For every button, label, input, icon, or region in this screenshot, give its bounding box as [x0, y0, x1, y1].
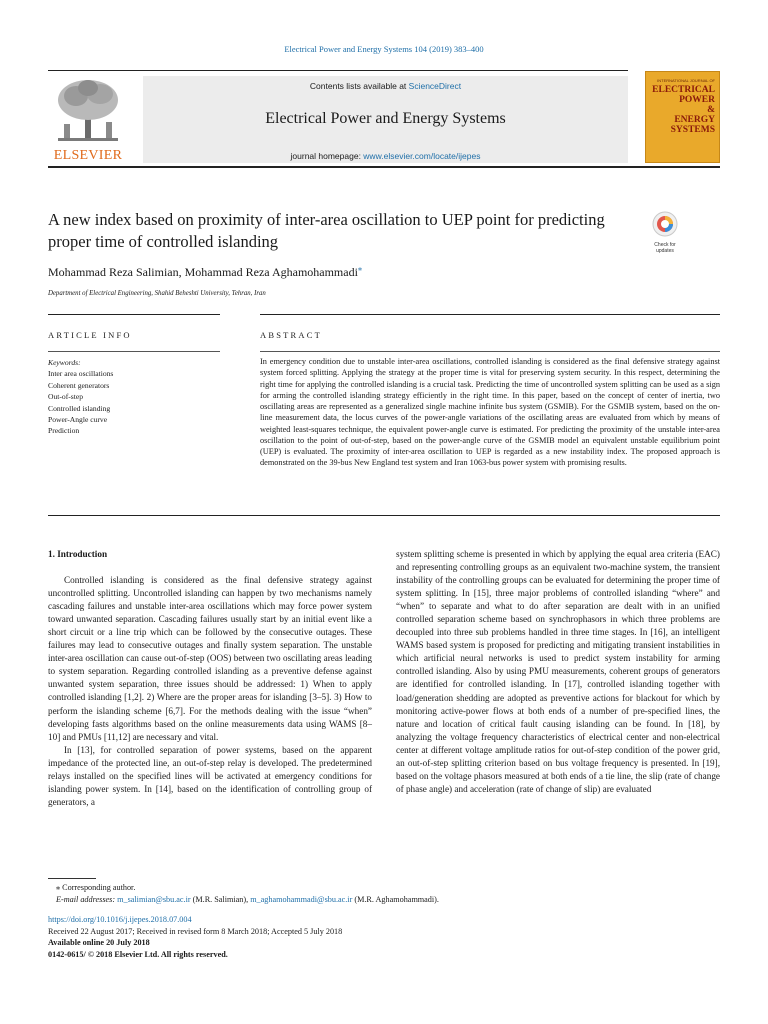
check-for-updates-icon — [652, 211, 678, 237]
email-owner: (M.R. Salimian), — [190, 894, 251, 904]
contents-line — [143, 81, 628, 91]
homepage-prefix: journal homepage: — [290, 151, 364, 161]
email-link-salimian[interactable]: m_salimian@sbu.ac.ir — [117, 894, 191, 904]
header-divider — [48, 70, 628, 71]
copyright-text: © 2018 Elsevier Ltd. All rights reserved. — [87, 949, 228, 959]
body-paragraph: system splitting scheme is presented in which by applying the equal area criteria (EAC) and representing controlling groups as an equivalent two-machine system, the transient instability of the controlling groups can be evaluated for determining the proper time of system splitting. In [15], three major problems of controlled islanding “where” and “when” to separate and what to do after separation are dealt with in an unified controlled separation scheme based on synchrophasors in which three problems are decoupled into three sub problems handled in three time stages. In [16], an intelligent WAMS based system is proposed for predicting and mitigating transient instabilities in which artificial neural networks is used to predict system instability for arming controlled islanding. Also by using PMU measurements, coherent groups of generators are identified for controlled islanding. In [17], controlled islanding together with load/generation shedding are adopted as preventive actions for blackout for which by monitoring active-power flows at both ends of a number of pre-specified lines, the nature and location of critical fault causing islanding can be found. In [18], by analyzing the voltage frequency characteristics of electrical center and non-electrical center at different voltage amplitude ratios for out-of-step condition of the power grid, an out-of-step splitting criterion based on bus voltage frequency is presented. In [19], based on the voltage phasors measured at both ends of a tie line, the slip (rate of change of phase angle) and acceleration (rate of change of slip) are evaluated — [396, 549, 720, 794]
journal-reference[interactable]: Electrical Power and Energy Systems 104 (2019) 383–400 — [284, 44, 484, 54]
cover-title-line: ELECTRICAL — [652, 85, 715, 95]
body-column-left — [48, 548, 372, 809]
homepage-line — [143, 151, 628, 161]
author-affiliation: Department of Electrical Engineering, Shahid Beheshti University, Tehran, Iran — [48, 290, 266, 297]
body-divider — [48, 515, 720, 516]
cover-title — [650, 85, 715, 135]
header-bottom-divider — [48, 166, 720, 168]
journal-masthead — [143, 76, 628, 163]
body-paragraph: Controlled islanding is considered as the final defensive strategy against uncontrolled splitting. Uncontrolled islanding can happen by two mechanisms namely cascading failures and unstable inter-area oscillations which may force power system toward unwanted separation. Cascading failures usually start by an initial event like a short circuit or a line trip which can be followed by the consecutive outages. These failures may lead to consecutive outages and finally system separation. The unstable inter-area oscillation can cause out-of-step (OOS) between two oscillating areas leading to system separation. Regarding controlled islanding as a preventive defense against unwanted system separation, three issues should be addressed: 1) When to apply controlled islanding [1,2]. 2) Where are the proper areas for islanding [3–5]. 3) How to perform the islanding scheme [6,7]. For the methods dealing with the issue “when” developing fasts algorithms based on the online measurements data using WAMS [8–10] and PMUs [11,12] are necessary and vital. — [48, 575, 372, 742]
cover-subtitle: INTERNATIONAL JOURNAL OF — [657, 78, 715, 83]
keyword-item: Power-Angle curve — [48, 415, 108, 425]
keyword-item: Out-of-step — [48, 392, 84, 402]
contents-prefix: Contents lists available at — [309, 81, 409, 91]
keyword-item: Coherent generators — [48, 380, 110, 390]
corresponding-author-mark[interactable]: ⁎ — [357, 264, 362, 273]
keyword-item: Controlled islanding — [48, 403, 111, 413]
journal-cover-thumbnail[interactable] — [645, 71, 720, 163]
received-dates: Received 22 August 2017; Received in revised form 8 March 2018; Accepted 5 July 2018 — [48, 926, 343, 936]
abstract-text: In emergency condition due to unstable inter-area oscillations, controlled islanding is considered as the final defensive strategy against system forced splitting. Applying the strategy at the proper time is vital for preserving system security. In this respect, determining the right time for applying the controlled islanding is a crucial task. Predicting the time of uncontrolled system splitting can be used as a sign for arming the controlled islanding strategy efficiently in the right time. In this paper, based on the concept of center of inertia, two oscillating areas are represented as a generalized single machine infinite bus system (GSMIB). For the GSMIB system, based on the on-line measurement data, the locus curves of the power-angle variations of the oscillating areas are evaluated from which by means of weighted least-squares technique, the equivalent power-angle curve is estimated. For predicting the proximity of the unstable inter-area oscillation to the point of out-of-step, based on the power-angle curve of the GSMIB model an equivalent unstable equilibrium point (UEP) is evaluated. The proximity of inter-area oscillation to UEP is regarded as a new instability index. The proposed approach is demonstrated on the 39-bus New England test system and Iran 1063-bus power system with promising results. — [260, 351, 720, 469]
doi-link[interactable]: https://doi.org/10.1016/j.ijepes.2018.07.004 — [48, 915, 192, 924]
keyword-item: Inter area oscillations — [48, 369, 114, 379]
cover-title-line: POWER — [679, 95, 715, 105]
author-names: Mohammad Reza Salimian, Mohammad Reza Aghamohammadi — [48, 265, 358, 279]
available-online-date: Available online 20 July 2018 — [48, 938, 150, 948]
abstract-heading: ABSTRACT — [260, 330, 322, 340]
check-for-updates-label: Check for updates — [654, 242, 676, 254]
abstract-divider — [260, 314, 720, 315]
cover-title-line: ENERGY — [674, 115, 715, 125]
corresponding-author-note: ⁎ Corresponding author. — [56, 883, 136, 892]
keywords-list — [48, 357, 220, 437]
email-link-aghamohammadi[interactable]: m_aghamohammadi@sbu.ac.ir — [250, 894, 353, 904]
keyword-item: Prediction — [48, 426, 80, 436]
footnote-divider — [48, 878, 96, 879]
issn: 0142-0615/ — [48, 949, 88, 959]
email-label: E-mail addresses: — [56, 894, 118, 904]
keywords-divider — [48, 351, 220, 352]
sciencedirect-link[interactable]: ScienceDirect — [408, 81, 462, 91]
article-info-divider — [48, 314, 220, 315]
publisher-name: ELSEVIER — [53, 148, 123, 163]
article-info-heading: ARTICLE INFO — [48, 330, 132, 340]
keywords-heading: Keywords: — [48, 358, 81, 367]
email-owner: (M.R. Aghamohammadi). — [352, 894, 439, 904]
body-column-right — [396, 548, 720, 796]
email-note — [48, 894, 720, 906]
cover-title-line: SYSTEMS — [670, 125, 715, 135]
article-metadata — [48, 914, 720, 960]
author-list — [48, 264, 362, 280]
journal-title: Electrical Power and Energy Systems — [265, 110, 506, 127]
body-paragraph: In [13], for controlled separation of power systems, based on the apparent impedance of the protected line, an out-of-step relay is developed. The predetermined relays installed on the specified lines will be activated at emergency conditions for islanding power system. In [14], based on the identification of controlling group of generators, a — [48, 744, 372, 807]
section-heading-introduction: 1. Introduction — [48, 549, 108, 559]
journal-homepage-link[interactable]: www.elsevier.com/locate/ijepes — [363, 151, 481, 161]
article-title: A new index based on proximity of inter-area oscillation to UEP point for predicting proper time of controlled islanding — [48, 210, 605, 251]
cover-title-line: & — [707, 105, 715, 115]
footnotes — [48, 882, 720, 905]
copyright-line — [48, 949, 720, 961]
check-for-updates-button[interactable] — [645, 211, 685, 254]
